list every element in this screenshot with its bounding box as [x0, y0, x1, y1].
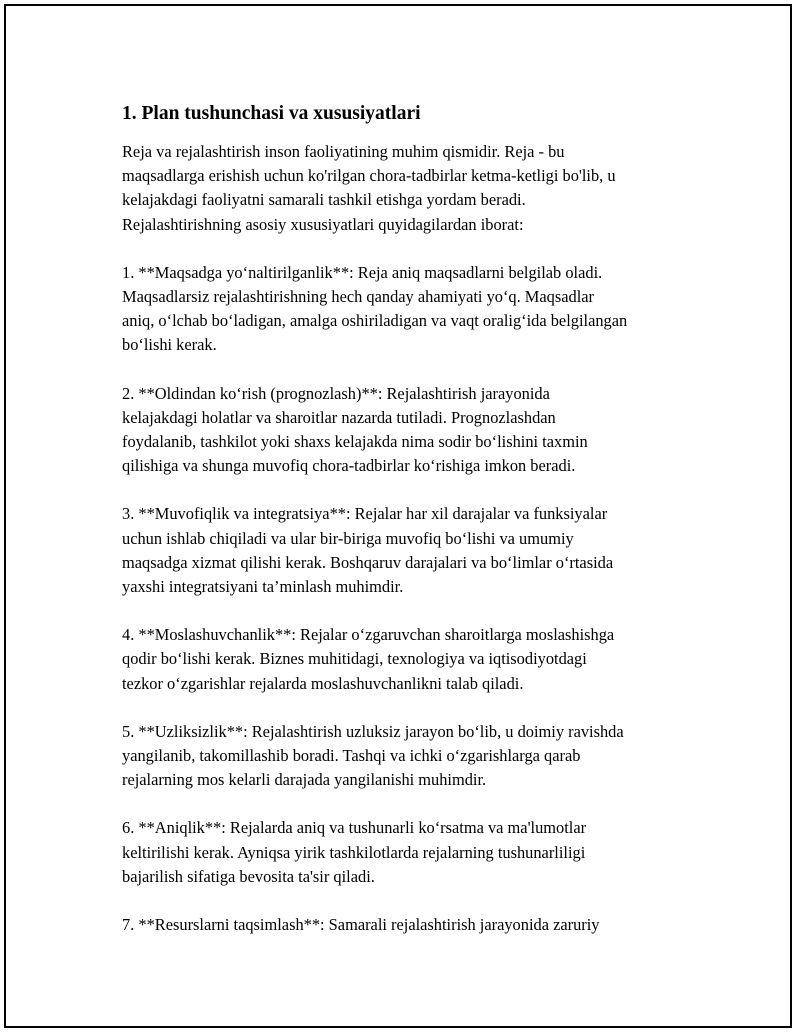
text-line: maqsadlarga erishish uchun ko'rilgan chora-tadbirlar ketma-ketligi bo'lib, u — [122, 166, 616, 186]
list-item-3 — [122, 502, 702, 599]
text-line: 7. **Resurslarni taqsimlash**: Samarali rejalashtirish jarayonida zaruriy — [122, 915, 600, 935]
intro-paragraph — [122, 140, 702, 237]
text-line: aniq, o‘lchab bo‘ladigan, amalga oshiriladigan va vaqt oralig‘ida belgilangan — [122, 311, 628, 331]
text-line: 5. **Uzliksizlik**: Rejalashtirish uzluksiz jarayon bo‘lib, u doimiy ravishda — [122, 721, 624, 741]
text-line: bo‘lishi kerak. — [122, 335, 217, 355]
text-line: tezkor o‘zgarishlar rejalarda moslashuvchanlikni talab qiladi. — [122, 673, 524, 693]
text-line: 1. **Maqsadga yo‘naltirilganlik**: Reja aniq maqsadlarni belgilab oladi. — [122, 262, 603, 282]
list-item-4 — [122, 623, 702, 696]
text-line: 2. **Oldindan ko‘rish (prognozlash)**: Rejalashtirish jarayonida — [122, 383, 550, 403]
list-item-7 — [122, 913, 702, 937]
list-item-2 — [122, 382, 702, 479]
text-line: qodir bo‘lishi kerak. Biznes muhitidagi, texnologiya va iqtisodiyotdagi — [122, 649, 587, 669]
text-line: keltirilishi kerak. Ayniqsa yirik tashkilotlarda rejalarning tushunarliligi — [122, 842, 586, 862]
list-item-6 — [122, 816, 702, 889]
list-item-5 — [122, 720, 702, 793]
text-line: 4. **Moslashuvchanlik**: Rejalar o‘zgaruvchan sharoitlarga moslashishga — [122, 625, 615, 645]
text-line: Maqsadlarsiz rejalashtirishning hech qanday ahamiyati yo‘q. Maqsadlar — [122, 287, 594, 307]
list-item-1 — [122, 261, 702, 358]
text-line: kelajakdagi holatlar va sharoitlar nazarda tutiladi. Prognozlashdan — [122, 407, 556, 427]
document-page — [4, 4, 792, 1028]
text-line: 6. **Aniqlik**: Rejalarda aniq va tushunarli ko‘rsatma va ma'lumotlar — [122, 818, 587, 838]
text-line: yangilanib, takomillashib boradi. Tashqi va ichki o‘zgarishlarga qarab — [122, 746, 581, 766]
text-line: Reja va rejalashtirish inson faoliyatining muhim qismidir. Reja - bu — [122, 142, 565, 161]
text-line: uchun ishlab chiqiladi va ular bir-biriga muvofiq bo‘lishi va umumiy — [122, 528, 574, 548]
text-line: maqsadga xizmat qilishi kerak. Boshqaruv darajalari va bo‘limlar o‘rtasida — [122, 552, 614, 572]
text-line: Rejalashtirishning asosiy xususiyatlari quyidagilardan iborat: — [122, 214, 524, 234]
text-line: foydalanib, tashkilot yoki shaxs kelajakda nima sodir bo‘lishini taxmin — [122, 432, 588, 452]
text-line: kelajakdagi faoliyatni samarali tashkil etishga yordam beradi. — [122, 190, 526, 210]
text-line: bajarilish sifatiga bevosita ta'sir qiladi. — [122, 866, 375, 886]
text-line: yaxshi integratsiyani ta’minlash muhimdir. — [122, 577, 404, 597]
document-content — [122, 100, 702, 961]
text-line: 3. **Muvofiqlik va integratsiya**: Rejalar har xil darajalar va funksiyalar — [122, 504, 608, 524]
section-heading: 1. Plan tushunchasi va xususiyatlari — [122, 103, 421, 124]
text-line: rejalarning mos kelarli darajada yangilanishi muhimdir. — [122, 770, 487, 790]
text-line: qilishiga va shunga muvofiq chora-tadbirlar ko‘rishiga imkon beradi. — [122, 456, 576, 476]
